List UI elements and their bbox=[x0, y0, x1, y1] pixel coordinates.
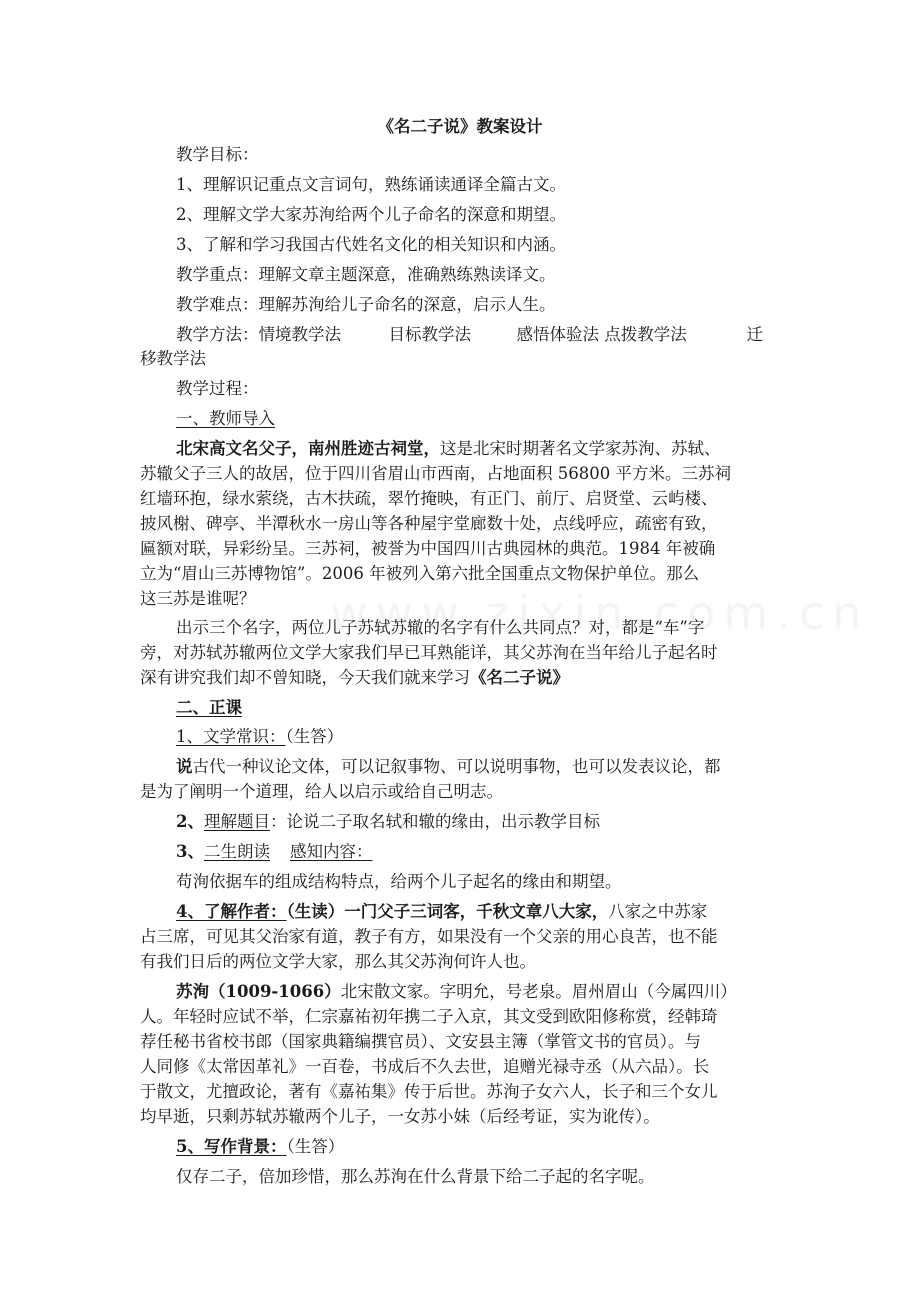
item2-line bbox=[176, 811, 785, 833]
section1-p2-line-0: 出示三个名字，两位儿子苏轼苏辙的名字有什么共同点？对，都是“车”字 bbox=[176, 618, 705, 637]
item1-label: 1、文学常识： bbox=[176, 727, 286, 746]
methods-continued: 移教学法 bbox=[140, 349, 206, 368]
section1-line-2: 红墙环抱，绿水萦绕，古木扶疏，翠竹掩映，有正门、前厅、启贤堂、云屿楼、 bbox=[140, 489, 718, 508]
item1-bold: 说 bbox=[176, 757, 193, 776]
section2-heading bbox=[176, 697, 785, 719]
item3-under: 二生朗读 bbox=[203, 842, 270, 861]
key-point: 教学重点：理解文章主题深意，准确熟练熟读译文。 bbox=[176, 265, 556, 284]
item1-note: （生答） bbox=[285, 727, 344, 746]
section1-line-4: 匾额对联，异彩纷呈。三苏祠，被誉为中国四川古典园林的典范。1984 年被确 bbox=[140, 539, 716, 558]
section1-heading-text: 一、教师导入 bbox=[176, 409, 275, 428]
section1-p2-line-2 bbox=[140, 667, 785, 689]
item3-under2: 感知内容： bbox=[289, 842, 373, 861]
section1-line-5: 立为“眉山三苏博物馆”。2006 年被列入第六批全国重点文物保护单位。那么 bbox=[140, 564, 700, 583]
section1-p2-text: 深有讲究我们却不曾知晓，今天我们就来学习 bbox=[140, 668, 470, 687]
goal-2: 2、理解文学大家苏洵给两个儿子命名的深意和期望。 bbox=[176, 205, 566, 224]
item4-line bbox=[176, 901, 785, 923]
section1-p2-bold-tail: 《名二子说》 bbox=[470, 668, 569, 687]
difficulty: 教学难点：理解苏洵给儿子命名的深意，启示人生。 bbox=[176, 295, 556, 314]
document-title: 《名二子说》教案设计 bbox=[377, 117, 543, 136]
section1-line-6: 这三苏是谁呢？ bbox=[140, 589, 256, 608]
author-line-1: 荐任秘书省校书郎（国家典籍编撰官员）、文安县主簿（掌管文书的官员）。与 bbox=[140, 1032, 701, 1051]
item4-label: 4、了解作者： bbox=[176, 902, 287, 921]
methods-label: 教学方法： bbox=[176, 325, 259, 344]
item4-text: 八家之中苏家 bbox=[608, 902, 708, 921]
item4-line-0: 占三席，可见其父治家有道，教子有方，如果没有一个父亲的用心良苦，也不能 bbox=[140, 927, 718, 946]
item1-text-line bbox=[176, 756, 785, 778]
item3-line bbox=[176, 841, 785, 863]
author-line-2: 人同修《太常因革礼》一百卷，书成后不久去世，追赠光禄寺丞（从六品）。长 bbox=[140, 1057, 710, 1076]
process-heading: 教学过程： bbox=[176, 379, 259, 398]
item5-note: （生答） bbox=[286, 1137, 345, 1156]
item3-label: 3、 bbox=[176, 842, 204, 861]
author-bold: 苏洵（1009-1066） bbox=[176, 982, 341, 1001]
item1-line bbox=[176, 726, 785, 748]
section1-p1-line1 bbox=[176, 438, 785, 460]
section1-line-3: 披风榭、碑亭、半潭秋水一房山等各种屋宇堂廊数十处，点线呼应，疏密有致， bbox=[140, 514, 718, 533]
method-4: 迁 bbox=[746, 325, 763, 344]
item2-under: 理解题目 bbox=[203, 812, 270, 831]
goal-1: 1、理解识记重点文言词句，熟练诵读通译全篇古文。 bbox=[176, 175, 566, 194]
section1-line-0: 这是北宋时期著名文学家苏洵、苏轼、 bbox=[440, 439, 721, 458]
author-line-3: 于散文，尤擅政论，著有《嘉祐集》传于后世。苏洵子女六人，长子和三个女儿 bbox=[140, 1082, 718, 1101]
goals-heading: 教学目标： bbox=[176, 145, 259, 164]
item4-bold: （生读）一门父子三词客，千秋文章八大家， bbox=[286, 902, 609, 921]
item3-text: 苟洵依据车的组成结构特点，给两个儿子起名的缘由和期望。 bbox=[176, 872, 622, 891]
method-2: 目标教学法 bbox=[388, 325, 471, 344]
item1-text2: 是为了阐明一个道理，给人以启示或给自己明志。 bbox=[140, 782, 503, 801]
author-line-0: 人。年轻时应试不举，仁宗嘉祐初年携二子入京，其文受到欧阳修称赏，经韩琦 bbox=[140, 1007, 718, 1026]
section1-p2-line-1: 旁，对苏轼苏辙两位文学大家我们早已耳熟能详，其父苏洵在当年给儿子起名时 bbox=[140, 643, 718, 662]
section1-line-1: 苏辙父子三人的故居，位于四川省眉山市西南，占地面积 56800 平方米。三苏祠 bbox=[140, 464, 731, 483]
section1-heading bbox=[176, 408, 785, 430]
author-text: 北宋散文家。字明允，号老泉。眉州眉山（今属四川） bbox=[340, 982, 737, 1001]
author-line-4: 均早逝，只剩苏轼苏辙两个儿子，一女苏小妹（后经考证，实为讹传）。 bbox=[140, 1107, 660, 1126]
item1-text: 古代一种议论文体，可以记叙事物、可以说明事物，也可以发表议论，都 bbox=[192, 757, 721, 776]
method-3: 感悟体验法 点拨教学法 bbox=[516, 325, 687, 344]
item5-label: 5、写作背景： bbox=[176, 1137, 287, 1156]
item5-line bbox=[176, 1136, 785, 1158]
section2-heading-text: 二、正课 bbox=[176, 698, 242, 717]
item5-text: 仅存二子，倍加珍惜，那么苏洵在什么背景下给二子起的名字呢。 bbox=[176, 1167, 655, 1186]
item4-line-1: 有我们日后的两位文学大家，那么其父苏洵何许人也。 bbox=[140, 952, 536, 971]
goal-3: 3、了解和学习我国古代姓名文化的相关知识和内涵。 bbox=[176, 235, 566, 254]
item2-label: 2、 bbox=[176, 812, 204, 831]
method-1: 情境教学法 bbox=[258, 325, 341, 344]
author-line bbox=[176, 981, 785, 1003]
section1-bold-lead: 北宋高文名父子，南州胜迹古祠堂， bbox=[176, 439, 440, 458]
methods-line bbox=[176, 324, 785, 346]
item2-text: ：论说二子取名轼和辙的缘由，出示教学目标 bbox=[269, 812, 600, 831]
